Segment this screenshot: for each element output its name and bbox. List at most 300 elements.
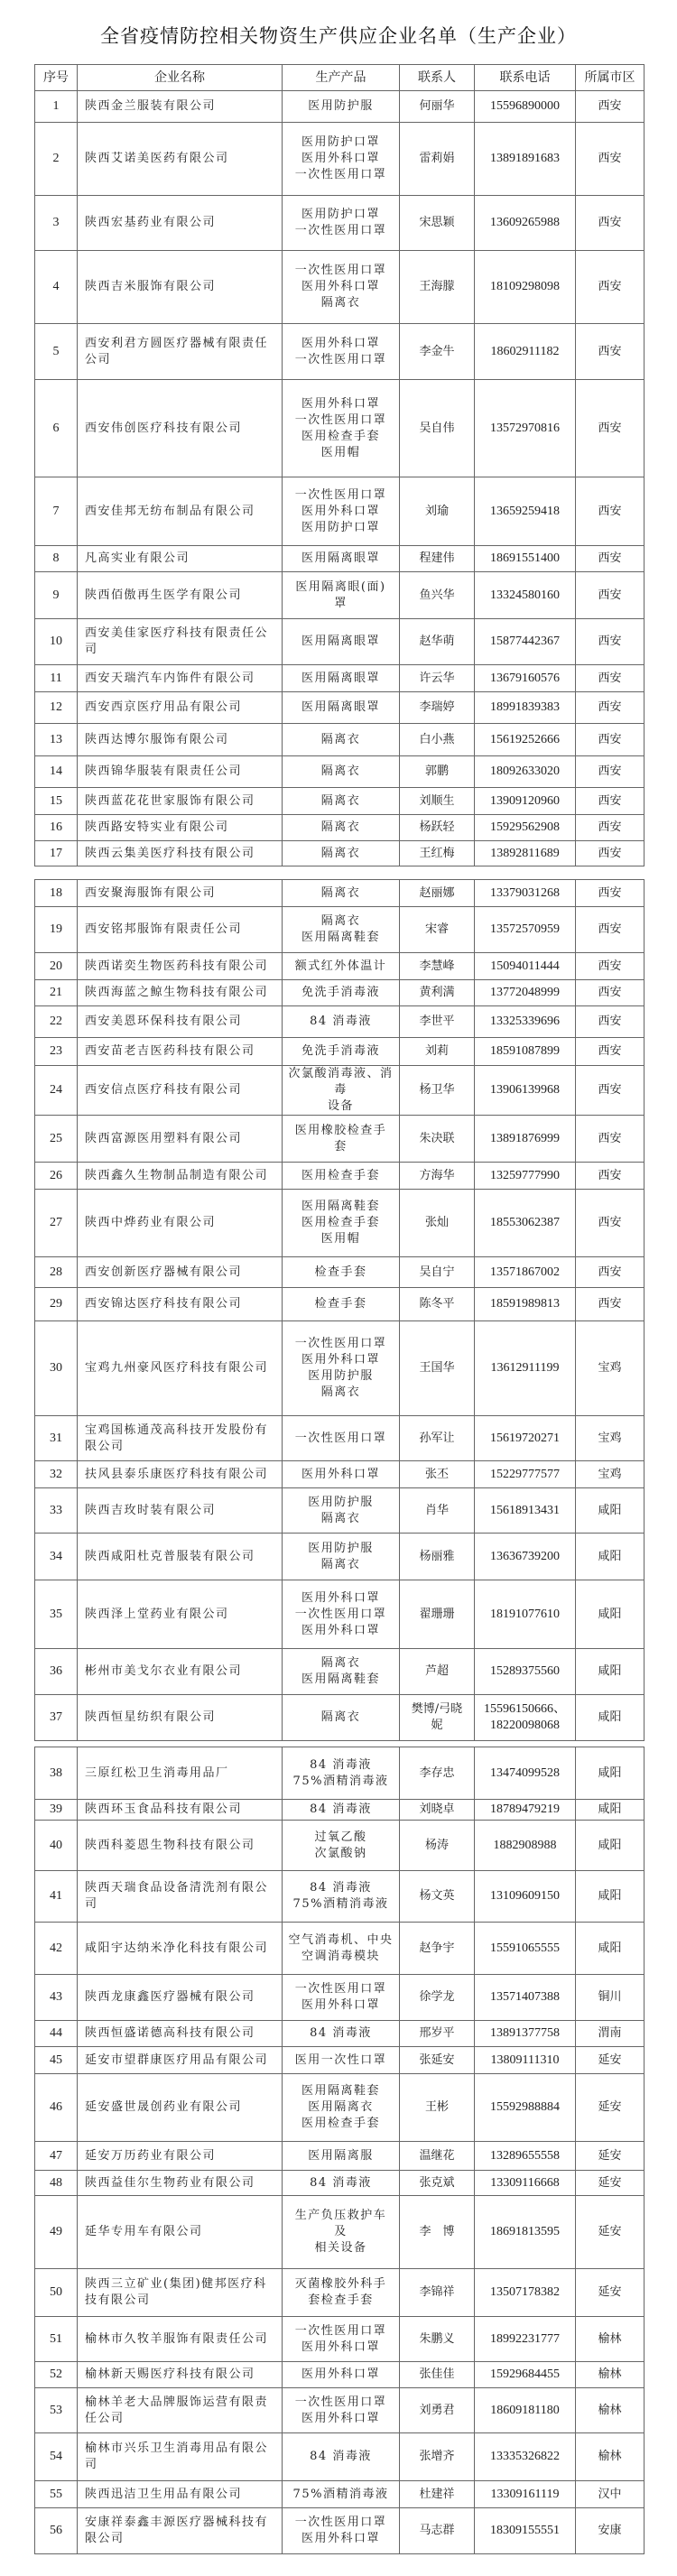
- contact-person: [400, 1416, 475, 1461]
- row-number: 31: [35, 1416, 78, 1461]
- product-line: 一次性医用口罩: [294, 2395, 387, 2409]
- phone-line: 15229777577: [490, 1467, 560, 1481]
- contact-person: [400, 546, 475, 572]
- product-line: 医用检查手套: [301, 429, 380, 443]
- row-number: 4: [35, 251, 78, 324]
- phone-line: 13906139968: [490, 1083, 560, 1097]
- city-district: 咸阳: [576, 1821, 645, 1871]
- table-row: [35, 1488, 645, 1534]
- company-name: 陕西天瑞食品设备清洗剂有限公司: [78, 1871, 283, 1923]
- contact-line: 朱决联: [419, 1131, 455, 1145]
- contact-phone: [475, 880, 576, 907]
- product-line: 隔离衣: [320, 914, 361, 928]
- company-name: 西安利君方圆医疗器械有限责任公司: [78, 324, 283, 380]
- product-line: 一次性医用口罩: [294, 2516, 387, 2529]
- table-row: [35, 477, 645, 546]
- column-header: 联系人: [400, 65, 475, 91]
- product-line: 一次性医用口罩: [294, 1337, 387, 1350]
- product-line: 医用隔离衣: [308, 2100, 374, 2114]
- phone-line: 13379031268: [490, 885, 560, 900]
- products-cell: [283, 1416, 400, 1461]
- company-name: 西安铭邦服饰有限责任公司: [78, 907, 283, 953]
- phone-line: 15619720271: [490, 1431, 560, 1445]
- table-row: [35, 1534, 645, 1580]
- products-cell: [283, 1288, 400, 1321]
- phone-line: 15619252666: [490, 732, 560, 746]
- contact-phone: [475, 2433, 576, 2481]
- product-line: 隔离衣: [320, 1656, 361, 1670]
- contact-person: [400, 1163, 475, 1190]
- products-cell: [283, 380, 400, 477]
- phone-line: 15289375560: [490, 1664, 560, 1678]
- city-district: 咸阳: [576, 1800, 645, 1821]
- contact-person: [400, 665, 475, 692]
- company-name: 三原红松卫生消毒用品厂: [78, 1747, 283, 1800]
- contact-line: 程建伟: [419, 551, 455, 565]
- product-line: 医用帽: [320, 1232, 361, 1246]
- table-row: [35, 692, 645, 724]
- product-line: 医用防护口罩: [301, 208, 380, 221]
- city-district: 西安: [576, 546, 645, 572]
- row-number: 27: [35, 1190, 78, 1257]
- contact-person: [400, 2269, 475, 2317]
- phone-line: 15929684455: [490, 2368, 560, 2381]
- phone-line: 15596150666、: [484, 1702, 566, 1716]
- table-row: [35, 251, 645, 324]
- contact-phone: [475, 2317, 576, 2362]
- products-cell: [283, 692, 400, 724]
- city-district: 咸阳: [576, 1747, 645, 1800]
- city-district: 延安: [576, 2047, 645, 2074]
- city-district: 渭南: [576, 2021, 645, 2047]
- table-row: [35, 2196, 645, 2269]
- company-name: 延华专用车有限公司: [78, 2196, 283, 2269]
- city-district: 西安: [576, 1066, 645, 1116]
- contact-line: 李锦祥: [419, 2285, 455, 2299]
- products-cell: [283, 1321, 400, 1416]
- phone-line: 15596890000: [490, 99, 560, 113]
- product-line: 医用外科口罩: [301, 504, 380, 518]
- product-line: 一次性医用口罩: [294, 168, 387, 181]
- contact-phone: [475, 1321, 576, 1416]
- company-name: 扶风县泰乐康医疗科技有限公司: [78, 1461, 283, 1488]
- product-line: 隔离衣: [320, 1557, 361, 1571]
- product-line: 一次性医用口罩: [294, 1431, 387, 1445]
- phone-line: 13679160576: [490, 671, 560, 685]
- contact-line: 王海朦: [419, 280, 455, 293]
- table-row: [35, 1038, 645, 1066]
- supplier-table-2: [34, 879, 645, 1741]
- city-district: 西安: [576, 953, 645, 980]
- company-name: 榆林市兴乐卫生消毒用品有限公司: [78, 2433, 283, 2481]
- contact-phone: [475, 1649, 576, 1695]
- product-line: 一次性医用口罩: [294, 1982, 387, 1996]
- table-row: [35, 1066, 645, 1116]
- city-district: 延安: [576, 2074, 645, 2142]
- table-row: [35, 788, 645, 815]
- table-row: [35, 880, 645, 907]
- row-number: 24: [35, 1066, 78, 1116]
- company-name: 宝鸡国栋通茂高科技开发股份有限公司: [78, 1416, 283, 1461]
- product-line: 隔离衣: [320, 793, 361, 808]
- product-line: 84 消毒液: [310, 1802, 372, 1816]
- row-number: 13: [35, 724, 78, 756]
- contact-phone: [475, 1116, 576, 1163]
- product-line: 隔离衣: [320, 1710, 361, 1724]
- company-name: 西安创新医疗器械有限公司: [78, 1257, 283, 1288]
- contact-person: [400, 572, 475, 619]
- contact-line: 杨丽雅: [419, 1549, 455, 1563]
- product-line: 隔离衣: [320, 1385, 361, 1399]
- product-line: 一次性医用口罩: [294, 224, 387, 237]
- contact-line: 刘晓卓: [419, 1802, 455, 1816]
- contact-person: [400, 2074, 475, 2142]
- products-cell: [283, 1163, 400, 1190]
- company-name: 西安美恩环保科技有限公司: [78, 1006, 283, 1038]
- phone-line: 15618913431: [490, 1503, 560, 1517]
- contact-line: 杨卫华: [419, 1083, 455, 1097]
- product-line: 隔离衣: [320, 732, 361, 746]
- contact-phone: [475, 2142, 576, 2171]
- company-name: 西安苗老吉医药科技有限公司: [78, 1038, 283, 1066]
- contact-line: 张佳佳: [419, 2368, 455, 2381]
- contact-line: 王彬: [424, 2100, 449, 2114]
- contact-person: [400, 2047, 475, 2074]
- product-line: 套: [334, 1139, 348, 1154]
- city-district: 西安: [576, 380, 645, 477]
- phone-line: 13612911199: [490, 1361, 560, 1375]
- city-district: 西安: [576, 980, 645, 1006]
- phone-line: 13891891683: [490, 152, 560, 165]
- product-line: 医用外科口罩: [301, 2532, 380, 2545]
- product-line: 医用隔离眼罩: [301, 635, 380, 648]
- contact-line: 温继花: [419, 2148, 455, 2163]
- contact-person: [400, 1461, 475, 1488]
- contact-person: [400, 2021, 475, 2047]
- contact-line: 赵丽娜: [419, 885, 455, 900]
- city-district: 咸阳: [576, 1488, 645, 1534]
- phone-line: 18691551400: [490, 551, 560, 565]
- phone-line: 13809111310: [490, 2052, 560, 2067]
- contact-phone: [475, 1288, 576, 1321]
- phone-line: 18309155551: [490, 2524, 560, 2537]
- product-line: 医用外科口罩: [301, 1353, 380, 1367]
- products-cell: [283, 91, 400, 123]
- contact-line: 杨文英: [419, 1889, 455, 1903]
- product-line: 检查手套: [314, 1297, 367, 1311]
- contact-phone: [475, 2362, 576, 2388]
- product-line: 医用外科口罩: [301, 1998, 380, 2012]
- supplier-table-3: [34, 1747, 645, 2554]
- table-row: [35, 1800, 645, 1821]
- company-name: 陕西益佳尔生物药业有限公司: [78, 2171, 283, 2196]
- contact-line: 宋思颖: [419, 216, 455, 229]
- product-line: 相关设备: [314, 2241, 367, 2255]
- product-line: 84 消毒液: [310, 2026, 372, 2040]
- contact-line: 许云华: [419, 671, 455, 685]
- table-row: [35, 1116, 645, 1163]
- row-number: 7: [35, 477, 78, 546]
- table-row: [35, 724, 645, 756]
- contact-line: 李存忠: [419, 1765, 455, 1780]
- company-name: 陕西环玉食品科技有限公司: [78, 1800, 283, 1821]
- contact-line: 张克斌: [419, 2175, 455, 2190]
- contact-line: 雷莉娟: [419, 152, 455, 165]
- row-number: 19: [35, 907, 78, 953]
- table-row: [35, 2269, 645, 2317]
- products-cell: [283, 724, 400, 756]
- company-name: 彬州市美戈尔衣业有限公司: [78, 1649, 283, 1695]
- products-cell: [283, 2074, 400, 2142]
- phone-line: 15591065555: [490, 1941, 560, 1955]
- contact-phone: [475, 1006, 576, 1038]
- table-row: [35, 1461, 645, 1488]
- city-district: 西安: [576, 665, 645, 692]
- product-line: 医用帽: [320, 445, 361, 459]
- city-district: 西安: [576, 815, 645, 841]
- company-name: 西安信点医疗科技有限公司: [78, 1066, 283, 1116]
- contact-person: [400, 880, 475, 907]
- table-row: [35, 665, 645, 692]
- row-number: 8: [35, 546, 78, 572]
- product-line: 隔离衣: [320, 764, 361, 778]
- contact-person: [400, 2142, 475, 2171]
- row-number: 49: [35, 2196, 78, 2269]
- contact-phone: [475, 1534, 576, 1580]
- table-row: [35, 1580, 645, 1649]
- contact-phone: [475, 196, 576, 251]
- contact-line: 张增齐: [419, 2450, 455, 2463]
- contact-person: [400, 907, 475, 953]
- city-district: 宝鸡: [576, 1321, 645, 1416]
- phone-line: 18602911182: [490, 344, 560, 358]
- company-name: 陕西龙康鑫医疗器械有限公司: [78, 1975, 283, 2021]
- phone-line: 18591087899: [490, 1044, 560, 1058]
- contact-line: 杜建祥: [419, 2487, 455, 2501]
- city-district: 汉中: [576, 2481, 645, 2508]
- contact-person: [400, 380, 475, 477]
- product-line: 75%酒精消毒液: [292, 1774, 389, 1788]
- contact-line: 樊博/弓晓: [411, 1702, 463, 1716]
- products-cell: [283, 2481, 400, 2508]
- row-number: 18: [35, 880, 78, 907]
- company-name: 陕西云集美医疗科技有限公司: [78, 841, 283, 866]
- product-line: 医用防护服: [308, 1495, 374, 1509]
- contact-person: [400, 477, 475, 546]
- products-cell: [283, 1975, 400, 2021]
- contact-person: [400, 980, 475, 1006]
- city-district: 铜川: [576, 1975, 645, 2021]
- product-line: 医用防护服: [308, 99, 374, 113]
- contact-line: 吴自伟: [419, 421, 455, 435]
- phone-line: 18191077610: [490, 1607, 560, 1621]
- contact-line: 刘顺生: [419, 793, 455, 808]
- column-header: 企业名称: [78, 65, 283, 91]
- phone-line: 18609181180: [490, 2403, 560, 2417]
- table-row: [35, 324, 645, 380]
- company-name: 陕西三立矿业(集团)健邦医疗科技有限公司: [78, 2269, 283, 2317]
- products-cell: [283, 1871, 400, 1923]
- table-row: [35, 2388, 645, 2433]
- contact-line: 王红梅: [419, 846, 455, 860]
- row-number: 48: [35, 2171, 78, 2196]
- row-number: 28: [35, 1257, 78, 1288]
- city-district: 西安: [576, 324, 645, 380]
- company-name: 陕西吉玫时装有限公司: [78, 1488, 283, 1534]
- row-number: 25: [35, 1116, 78, 1163]
- city-district: 延安: [576, 2171, 645, 2196]
- contact-person: [400, 1649, 475, 1695]
- contact-line: 马志群: [419, 2524, 455, 2537]
- contact-person: [400, 251, 475, 324]
- table-row: [35, 1288, 645, 1321]
- company-name: 安康祥泰鑫丰源医疗器械科技有限公司: [78, 2508, 283, 2554]
- products-cell: [283, 2508, 400, 2554]
- contact-person: [400, 2388, 475, 2433]
- contact-person: [400, 815, 475, 841]
- contact-person: [400, 123, 475, 196]
- company-name: 陕西恒星纺织有限公司: [78, 1695, 283, 1741]
- phone-line: 15094011444: [490, 959, 560, 973]
- city-district: 西安: [576, 724, 645, 756]
- table-row: [35, 980, 645, 1006]
- contact-phone: [475, 907, 576, 953]
- phone-line: 13892811689: [490, 846, 560, 860]
- city-district: 西安: [576, 91, 645, 123]
- company-name: 西安聚海服饰有限公司: [78, 880, 283, 907]
- row-number: 12: [35, 692, 78, 724]
- company-name: 陕西科菱恩生物科技有限公司: [78, 1821, 283, 1871]
- row-number: 20: [35, 953, 78, 980]
- table-row: [35, 2142, 645, 2171]
- products-cell: [283, 1066, 400, 1116]
- row-number: 15: [35, 788, 78, 815]
- company-name: 陕西鑫久生物制品制造有限公司: [78, 1163, 283, 1190]
- contact-phone: [475, 692, 576, 724]
- column-header: 联系电话: [475, 65, 576, 91]
- city-district: 西安: [576, 756, 645, 788]
- company-name: 陕西泽上堂药业有限公司: [78, 1580, 283, 1649]
- product-line: 84 消毒液: [310, 1757, 372, 1772]
- product-line: 一次性医用口罩: [294, 352, 387, 366]
- contact-phone: [475, 665, 576, 692]
- company-name: 陕西海蓝之鲸生物科技有限公司: [78, 980, 283, 1006]
- contact-phone: [475, 546, 576, 572]
- table-row: [35, 1257, 645, 1288]
- row-number: 33: [35, 1488, 78, 1534]
- contact-person: [400, 91, 475, 123]
- city-district: 西安: [576, 196, 645, 251]
- products-cell: [283, 1257, 400, 1288]
- contact-line: 杨涛: [424, 1838, 449, 1852]
- product-line: 隔离衣: [320, 820, 361, 834]
- table-row: [35, 756, 645, 788]
- contact-person: [400, 1821, 475, 1871]
- contact-phone: [475, 2196, 576, 2269]
- products-cell: [283, 2433, 400, 2481]
- contact-line: 黄利满: [419, 986, 455, 999]
- products-cell: [283, 572, 400, 619]
- phone-line: 13571407388: [490, 1990, 560, 2004]
- phone-line: 13891876999: [490, 1131, 560, 1145]
- contact-person: [400, 1488, 475, 1534]
- contact-line: 李世平: [419, 1015, 455, 1028]
- company-name: 西安伟创医疗科技有限公司: [78, 380, 283, 477]
- contact-person: [400, 1321, 475, 1416]
- table-row: [35, 2047, 645, 2074]
- contact-line: 翟珊珊: [419, 1607, 455, 1621]
- city-district: 咸阳: [576, 1649, 645, 1695]
- product-line: 一次性医用口罩: [294, 2323, 387, 2338]
- contact-phone: [475, 380, 576, 477]
- products-cell: [283, 756, 400, 788]
- contact-phone: [475, 324, 576, 380]
- table-row: [35, 1695, 645, 1741]
- contact-phone: [475, 1416, 576, 1461]
- city-district: 咸阳: [576, 1695, 645, 1741]
- contact-line: 赵华萌: [419, 635, 455, 648]
- contact-line: 朱鹏义: [419, 2331, 455, 2346]
- contact-person: [400, 1695, 475, 1741]
- phone-line: 13909120960: [490, 793, 560, 808]
- city-district: 西安: [576, 1288, 645, 1321]
- contact-line: 刘瑜: [424, 504, 449, 518]
- contact-phone: [475, 1821, 576, 1871]
- contact-phone: [475, 1975, 576, 2021]
- company-name: 凡高实业有限公司: [78, 546, 283, 572]
- product-line: 隔离衣: [320, 885, 361, 900]
- product-line: 医用外科口罩: [301, 1590, 380, 1605]
- table-header-row: [35, 65, 645, 91]
- city-district: 安康: [576, 2508, 645, 2554]
- city-district: 咸阳: [576, 1580, 645, 1649]
- contact-line: 张灿: [424, 1216, 449, 1229]
- products-cell: [283, 841, 400, 866]
- city-district: 榆林: [576, 2362, 645, 2388]
- phone-line: 13891377758: [490, 2026, 560, 2040]
- row-number: 40: [35, 1821, 78, 1871]
- product-line: 84 消毒液: [310, 1015, 372, 1028]
- city-district: 西安: [576, 1116, 645, 1163]
- company-name: 榆林市久牧羊服饰有限责任公司: [78, 2317, 283, 2362]
- company-name: 陕西中烨药业有限公司: [78, 1190, 283, 1257]
- product-line: 医用检查手套: [301, 1216, 380, 1229]
- contact-person: [400, 324, 475, 380]
- phone-line: 18553062387: [490, 1216, 560, 1229]
- products-cell: [283, 1534, 400, 1580]
- table-row: [35, 2171, 645, 2196]
- row-number: 46: [35, 2074, 78, 2142]
- city-district: 西安: [576, 619, 645, 665]
- contact-phone: [475, 2074, 576, 2142]
- contact-phone: [475, 1163, 576, 1190]
- contact-phone: [475, 1038, 576, 1066]
- contact-line: 妮: [431, 1719, 443, 1732]
- row-number: 47: [35, 2142, 78, 2171]
- products-cell: [283, 1038, 400, 1066]
- city-district: 延安: [576, 2196, 645, 2269]
- contact-person: [400, 1580, 475, 1649]
- products-cell: [283, 815, 400, 841]
- phone-line: 13572570959: [490, 922, 560, 936]
- contact-person: [400, 2362, 475, 2388]
- table-row: [35, 2362, 645, 2388]
- product-line: 一次性医用口罩: [294, 1607, 387, 1621]
- contact-person: [400, 196, 475, 251]
- row-number: 14: [35, 756, 78, 788]
- city-district: 西安: [576, 477, 645, 546]
- contact-person: [400, 788, 475, 815]
